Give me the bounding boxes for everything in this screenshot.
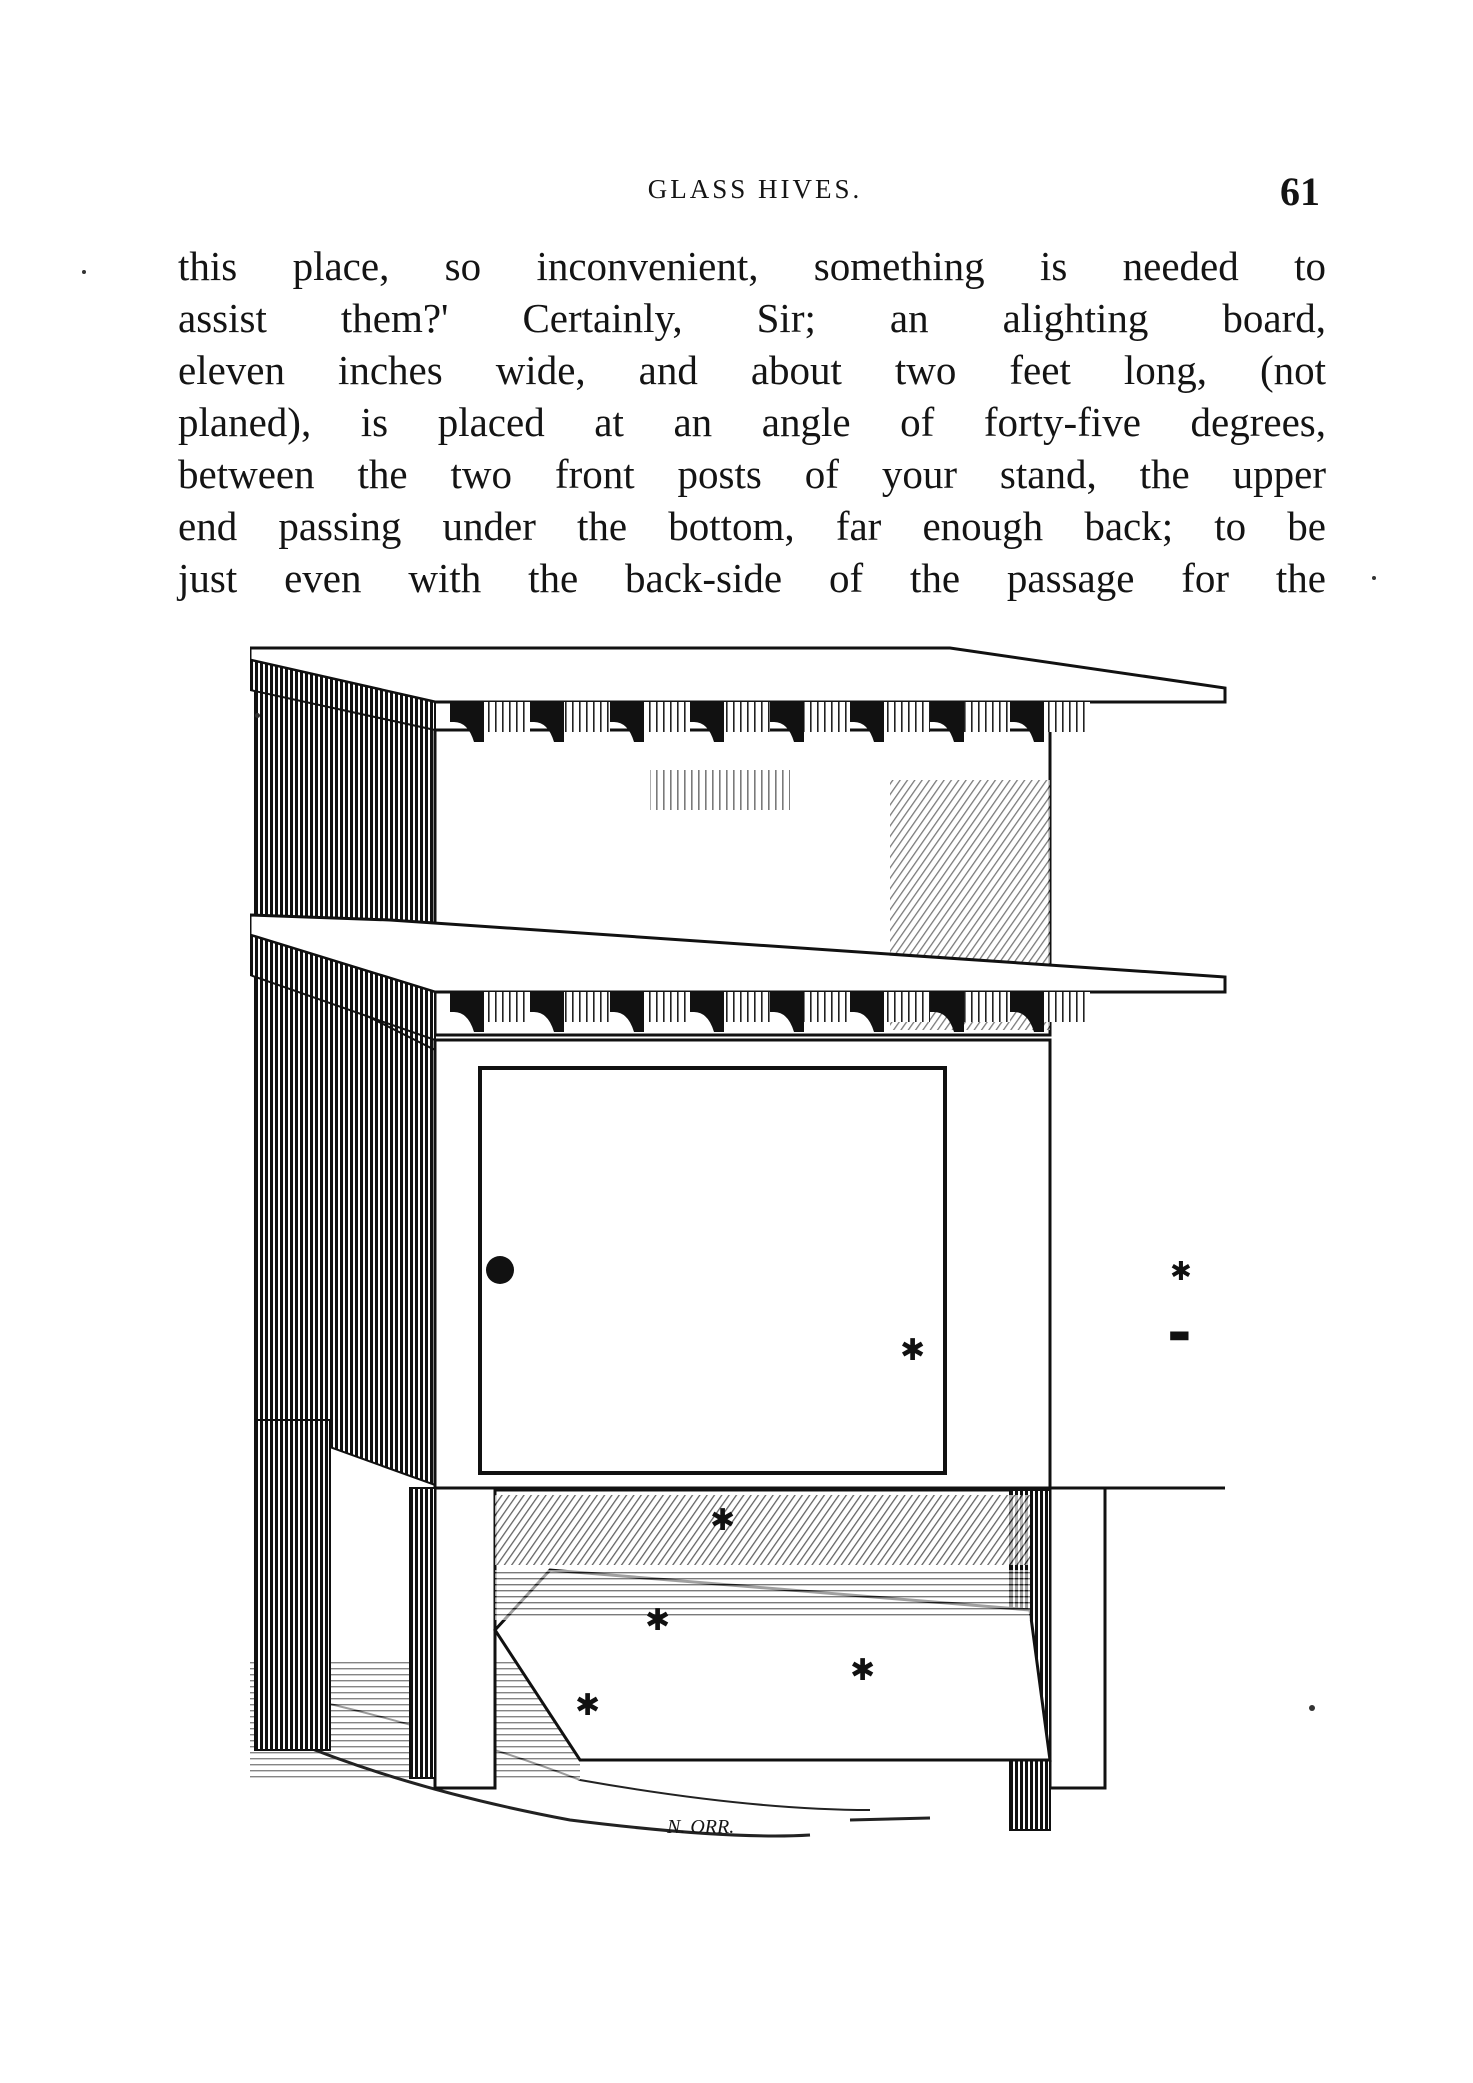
- rear-left-leg: [255, 1420, 330, 1750]
- lower-box-front: [435, 1040, 1225, 1490]
- bee-icon: ✱: [900, 1333, 926, 1368]
- body-text: [178, 240, 1326, 604]
- bee-icon: ✱: [850, 1653, 876, 1688]
- beehive-illustration: [250, 630, 1240, 1860]
- corbel-shadow: [724, 992, 770, 1022]
- corbel-shadow: [1044, 702, 1090, 732]
- bee-icon: ▬: [1168, 1320, 1191, 1348]
- corbel-shadow: [484, 992, 530, 1022]
- engraver-signature: N. ORR.: [667, 1816, 735, 1838]
- corbel-shadow: [964, 992, 1010, 1022]
- text-line: just even with the back-side of the passage for the: [178, 555, 1326, 601]
- text-line: eleven inches wide, and about two feet long, (not: [178, 347, 1326, 393]
- print-speck: [1372, 576, 1376, 580]
- text-line: end passing under the bottom, far enough back; to be: [178, 503, 1326, 549]
- corbel-shadow: [964, 702, 1010, 732]
- print-speck: [82, 270, 86, 274]
- front-right-leg: [1050, 1488, 1105, 1788]
- text-line: assist them?' Certainly, Sir; an alighting board,: [178, 295, 1326, 341]
- corbel-shadow: [804, 992, 850, 1022]
- glass-door: [480, 1068, 945, 1473]
- door-knob: [486, 1256, 514, 1284]
- text-line: this place, so inconvenient, something is needed to: [178, 243, 1326, 289]
- corbel-shadow: [564, 702, 610, 732]
- corbel-shadow: [884, 992, 930, 1022]
- corbel-shadow: [724, 702, 770, 732]
- corbel-shadow: [644, 702, 690, 732]
- bee-icon: ✱: [575, 1688, 601, 1723]
- text-line: between the two front posts of your stand, the upper: [178, 451, 1326, 497]
- bee-icon: ✱: [1170, 1257, 1192, 1287]
- bee-icon: ✱: [710, 1503, 736, 1538]
- corbel-shadow: [804, 702, 850, 732]
- print-speck: [255, 713, 260, 718]
- print-speck: [1309, 1705, 1315, 1711]
- text-line: planed), is placed at an angle of forty-five degrees,: [178, 399, 1326, 445]
- running-head: [180, 168, 1330, 218]
- front-left-leg: [435, 1488, 495, 1788]
- running-title: GLASS HIVES.: [647, 174, 863, 204]
- corbel-shadow: [884, 702, 930, 732]
- corbel-shadow: [564, 992, 610, 1022]
- corbel-shadow: [484, 702, 530, 732]
- corbel-shadow: [1044, 992, 1090, 1022]
- page-number: 61: [1280, 169, 1320, 214]
- hive-left-side: [255, 660, 435, 1485]
- corbel-shadow: [644, 992, 690, 1022]
- bee-icon: ✱: [645, 1603, 671, 1638]
